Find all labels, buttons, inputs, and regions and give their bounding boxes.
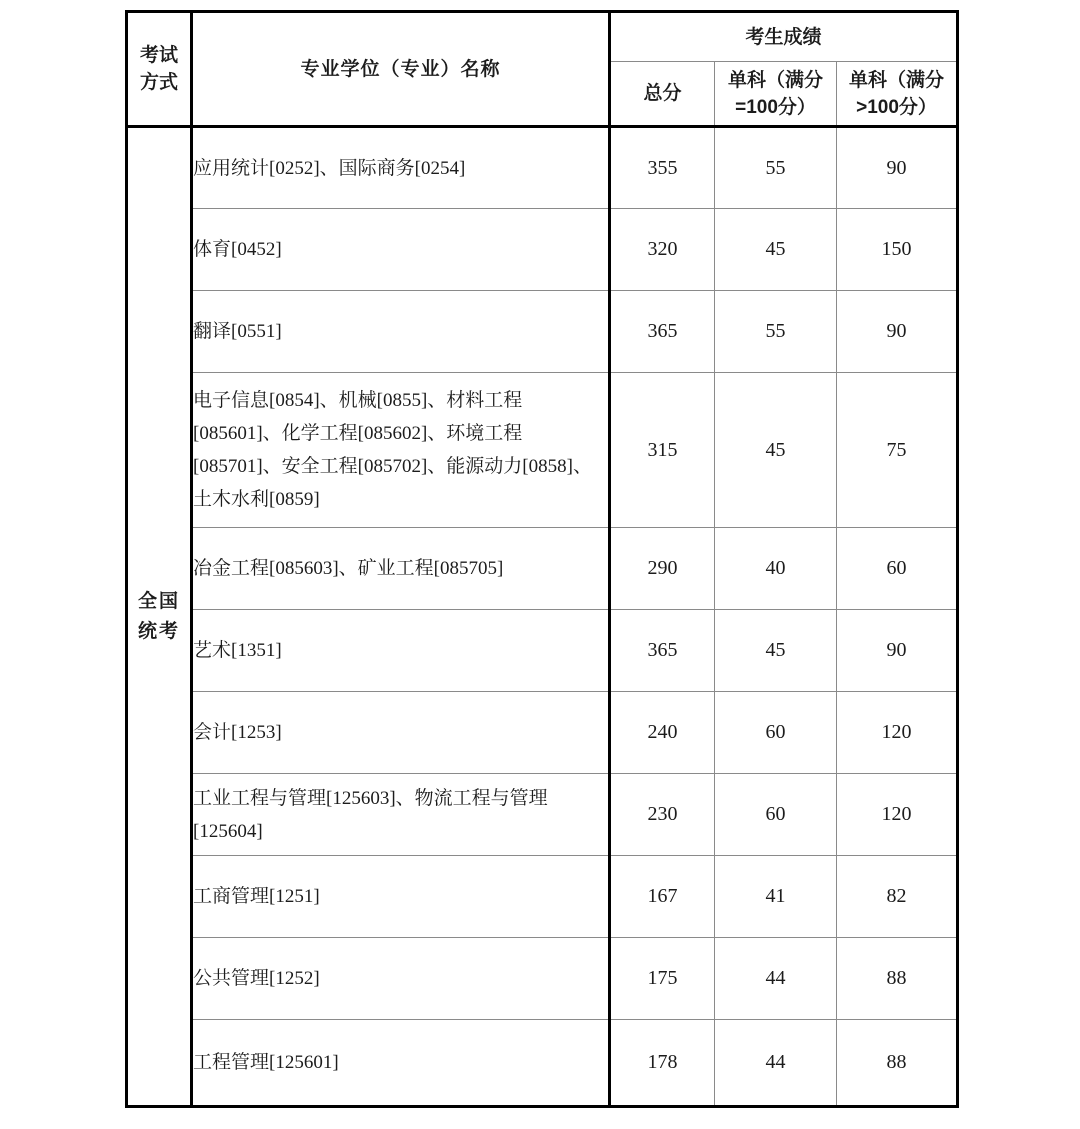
single-100-cell: 45 xyxy=(715,610,837,692)
single-over-100-cell: 60 xyxy=(837,528,958,610)
major-cell: 电子信息[0854]、机械[0855]、材料工程[085601]、化学工程[085602]、环境工程[085701]、安全工程[085702]、能源动力[0858]、土木水利[0859] xyxy=(192,373,610,528)
table-row xyxy=(127,373,958,528)
single-over-100-cell: 82 xyxy=(837,856,958,938)
single-over-100-cell: 88 xyxy=(837,1020,958,1107)
exam-method-line1: 考试 xyxy=(139,45,178,66)
single-over-100-cell: 90 xyxy=(837,127,958,209)
single-100-cell: 44 xyxy=(715,938,837,1020)
table-row xyxy=(127,856,958,938)
major-cell: 艺术[1351] xyxy=(192,610,610,692)
single-100-cell: 41 xyxy=(715,856,837,938)
total-cell: 365 xyxy=(610,291,715,373)
table-row xyxy=(127,528,958,610)
single-100-cell: 45 xyxy=(715,373,837,528)
total-cell: 320 xyxy=(610,209,715,291)
table-row xyxy=(127,291,958,373)
exam-method-line2: 方式 xyxy=(139,72,178,93)
major-cell: 翻译[0551] xyxy=(192,291,610,373)
group-label-line1: 全国 xyxy=(137,590,180,612)
major-cell: 公共管理[1252] xyxy=(192,938,610,1020)
single-over-100-cell: 88 xyxy=(837,938,958,1020)
exam-method-header xyxy=(127,12,192,127)
major-cell: 应用统计[0252]、国际商务[0254] xyxy=(192,127,610,209)
total-score-header: 总分 xyxy=(610,62,715,127)
table-row xyxy=(127,692,958,774)
table-row xyxy=(127,610,958,692)
single-100-cell: 44 xyxy=(715,1020,837,1107)
major-cell: 工程管理[125601] xyxy=(192,1020,610,1107)
major-name-header: 专业学位（专业）名称 xyxy=(192,12,610,127)
major-cell: 工业工程与管理[125603]、物流工程与管理[125604] xyxy=(192,774,610,856)
major-cell: 体育[0452] xyxy=(192,209,610,291)
total-cell: 355 xyxy=(610,127,715,209)
single-over-100-cell: 120 xyxy=(837,774,958,856)
exam-method-group-label xyxy=(127,127,192,1107)
total-cell: 175 xyxy=(610,938,715,1020)
total-cell: 365 xyxy=(610,610,715,692)
single-over-100-cell: 120 xyxy=(837,692,958,774)
single-over-100-cell: 90 xyxy=(837,291,958,373)
table-row xyxy=(127,127,958,209)
single-100-cell: 45 xyxy=(715,209,837,291)
single-over-100-cell: 75 xyxy=(837,373,958,528)
single-100-cell: 55 xyxy=(715,127,837,209)
major-cell: 冶金工程[085603]、矿业工程[085705] xyxy=(192,528,610,610)
total-cell: 178 xyxy=(610,1020,715,1107)
major-cell: 工商管理[1251] xyxy=(192,856,610,938)
single-100-cell: 55 xyxy=(715,291,837,373)
single-subject-over-100-header: 单科（满分>100分） xyxy=(837,62,958,127)
score-group-header: 考生成绩 xyxy=(610,12,958,62)
total-cell: 315 xyxy=(610,373,715,528)
single-100-cell: 60 xyxy=(715,774,837,856)
total-cell: 230 xyxy=(610,774,715,856)
single-over-100-cell: 150 xyxy=(837,209,958,291)
score-line-table xyxy=(125,10,959,1108)
single-over-100-cell: 90 xyxy=(837,610,958,692)
table-row xyxy=(127,938,958,1020)
table-row xyxy=(127,774,958,856)
single-100-cell: 40 xyxy=(715,528,837,610)
table-row xyxy=(127,209,958,291)
total-cell: 240 xyxy=(610,692,715,774)
total-cell: 290 xyxy=(610,528,715,610)
single-subject-100-header: 单科（满分=100分） xyxy=(715,62,837,127)
total-cell: 167 xyxy=(610,856,715,938)
group-label-line2: 统考 xyxy=(137,620,180,642)
major-cell: 会计[1253] xyxy=(192,692,610,774)
table-row xyxy=(127,1020,958,1107)
single-100-cell: 60 xyxy=(715,692,837,774)
